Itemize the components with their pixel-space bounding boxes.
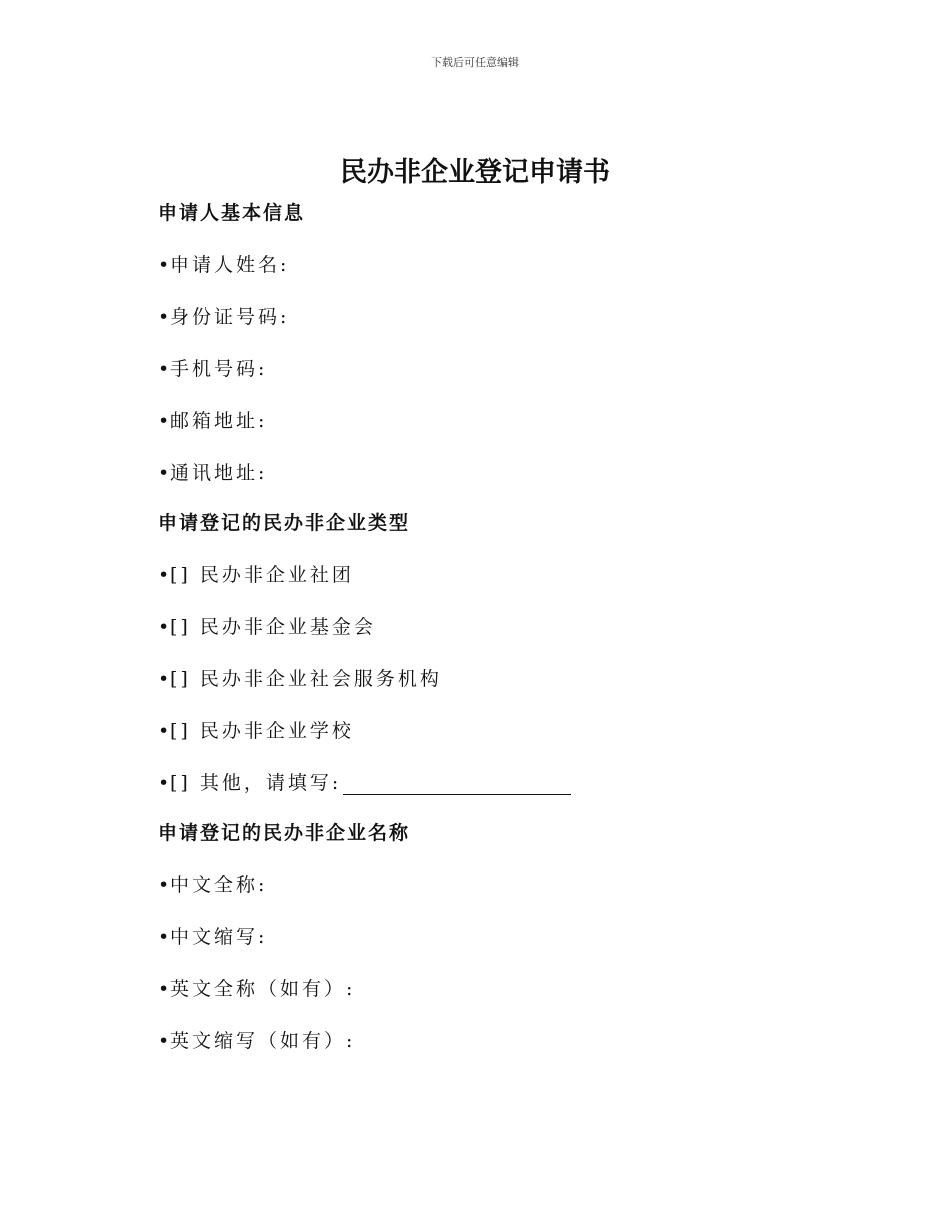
option-label: [] 民办非企业社会服务机构 bbox=[170, 668, 442, 690]
bullet-icon: • bbox=[158, 358, 173, 380]
field-label: 申请人姓名: bbox=[170, 254, 290, 276]
option-foundation bbox=[158, 612, 376, 639]
bullet-icon: • bbox=[158, 462, 173, 484]
section-heading-applicant-info: 申请人基本信息 bbox=[158, 202, 306, 224]
field-chinese-abbreviation bbox=[158, 922, 267, 949]
header-note: 下载后可任意编辑 bbox=[431, 56, 519, 69]
document-title: 民办非企业登记申请书 bbox=[340, 157, 610, 188]
bullet-icon: • bbox=[158, 410, 173, 432]
bullet-icon: • bbox=[158, 616, 173, 638]
field-mailing-address bbox=[158, 458, 267, 485]
field-english-abbreviation bbox=[158, 1026, 355, 1053]
bullet-icon: • bbox=[158, 978, 173, 1000]
bullet-icon: • bbox=[158, 254, 173, 276]
field-label: 手机号码: bbox=[170, 358, 268, 380]
option-social-group bbox=[158, 560, 354, 587]
section-heading-org-type: 申请登记的民办非企业类型 bbox=[158, 512, 411, 534]
field-label: 中文缩写: bbox=[170, 926, 268, 948]
bullet-icon: • bbox=[158, 720, 173, 742]
field-id-number bbox=[158, 302, 289, 329]
option-label: [] 民办非企业学校 bbox=[170, 720, 354, 742]
field-applicant-name bbox=[158, 250, 289, 277]
other-fill-in-line bbox=[343, 774, 571, 795]
field-english-full-name bbox=[158, 974, 355, 1001]
field-label: 中文全称: bbox=[170, 874, 268, 896]
field-label: 邮箱地址: bbox=[170, 410, 268, 432]
option-label: [] 民办非企业基金会 bbox=[170, 616, 376, 638]
section-heading-org-name: 申请登记的民办非企业名称 bbox=[158, 822, 411, 844]
field-label: 身份证号码: bbox=[170, 306, 290, 328]
option-school bbox=[158, 716, 354, 743]
field-email bbox=[158, 406, 267, 433]
bullet-icon: • bbox=[158, 564, 173, 586]
bullet-icon: • bbox=[158, 926, 173, 948]
field-label: 英文全称（如有）: bbox=[170, 978, 356, 1000]
bullet-icon: • bbox=[158, 306, 173, 328]
bullet-icon: • bbox=[158, 874, 173, 896]
field-phone bbox=[158, 354, 267, 381]
bullet-icon: • bbox=[158, 772, 173, 794]
option-label: [] 民办非企业社团 bbox=[170, 564, 354, 586]
bullet-icon: • bbox=[158, 1030, 173, 1052]
option-social-service bbox=[158, 664, 442, 691]
field-label: 英文缩写（如有）: bbox=[170, 1030, 356, 1052]
option-other bbox=[158, 768, 571, 795]
option-label: [] 其他，请填写: bbox=[170, 772, 342, 794]
field-label: 通讯地址: bbox=[170, 462, 268, 484]
bullet-icon: • bbox=[158, 668, 173, 690]
field-chinese-full-name bbox=[158, 870, 267, 897]
